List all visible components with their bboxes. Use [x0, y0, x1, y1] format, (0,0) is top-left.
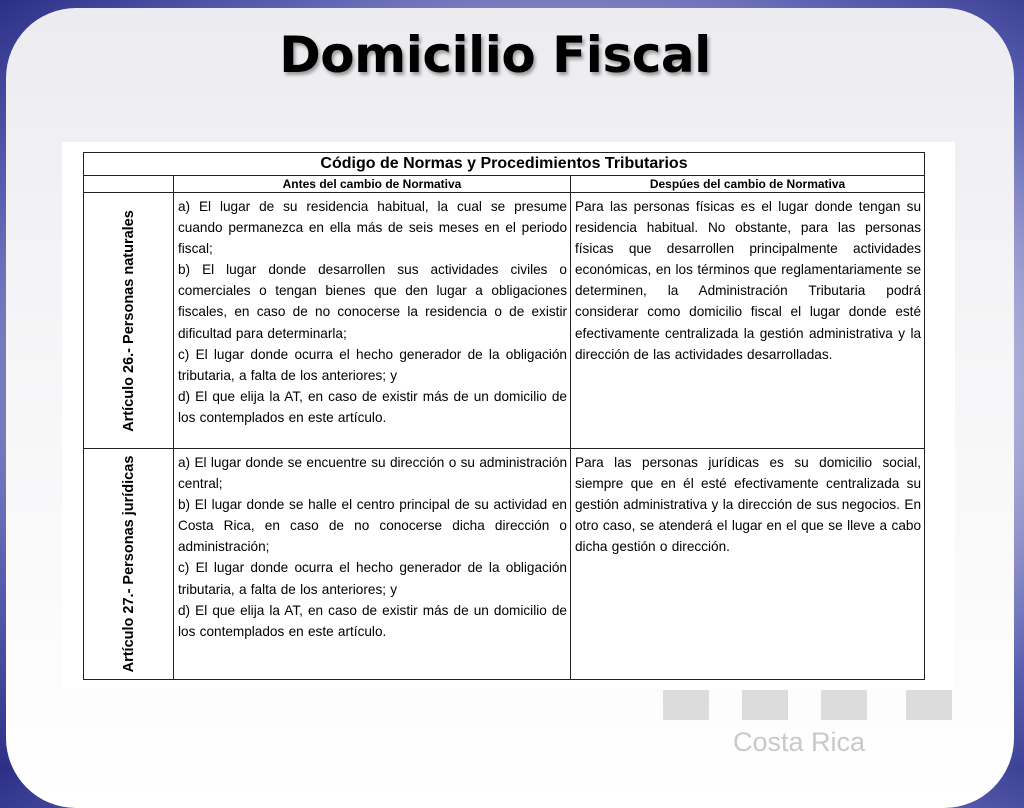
- before-item: a) El lugar donde se encuentre su dirección o su administración central;: [178, 455, 567, 492]
- table-image-frame: [62, 142, 955, 689]
- before-cell: [174, 193, 571, 449]
- decor-tile: [663, 690, 709, 720]
- slide-title: Domicilio Fiscal: [279, 26, 711, 84]
- after-cell: Para las personas jurídicas es su domicilio social, siempre que en él esté efectivamente centralizada su gestión administrativa y la dirección de sus negocios. En otro caso, se atenderá el lugar en el que se lleve a cabo dicha gestión o dirección.: [571, 449, 925, 680]
- before-item: d) El que elija la AT, en caso de existir más de un domicilio de los contemplados en este artículo.: [178, 388, 567, 425]
- decor-tile: [742, 690, 788, 720]
- article-label: Artículo 26.- Personas naturales: [120, 209, 137, 432]
- header-after: Despúes del cambio de Normativa: [571, 176, 925, 193]
- before-item: c) El lugar donde ocurra el hecho generador de la obligación tributaria, a falta de los anteriores; y: [178, 346, 567, 383]
- article-cell: [84, 193, 174, 449]
- before-item: b) El lugar donde desarrollen sus actividades civiles o comerciales o tengan bienes que den lugar a obligaciones fiscales, en caso de no conocerse la residencia o de existir dificultad para determinarla;: [178, 262, 567, 341]
- header-empty-cell: [84, 176, 174, 193]
- table-row: [84, 193, 925, 449]
- table-heading: Código de Normas y Procedimientos Tributarios: [84, 153, 925, 176]
- before-cell: [174, 449, 571, 680]
- decor-tile: [821, 690, 867, 720]
- article-cell: [84, 449, 174, 680]
- header-before: Antes del cambio de Normativa: [174, 176, 571, 193]
- norms-comparison-table: [83, 152, 925, 680]
- before-item: d) El que elija la AT, en caso de existir más de un domicilio de los contemplados en este artículo.: [178, 602, 567, 639]
- article-label: Artículo 27.- Personas jurídicas: [120, 455, 137, 673]
- table-row: [84, 449, 925, 680]
- before-item: b) El lugar donde se halle el centro principal de su actividad en Costa Rica, en caso de no conocerse dicha dirección o administración;: [178, 497, 567, 555]
- decor-tile: [906, 690, 952, 720]
- before-item: a) El lugar de su residencia habitual, la cual se presume cuando permanezca en ella más de seis meses en el periodo fiscal;: [178, 199, 567, 257]
- before-item: c) El lugar donde ocurra el hecho generador de la obligación tributaria, a falta de los anteriores; y: [178, 560, 567, 597]
- after-cell: Para las personas físicas es el lugar donde tengan su residencia habitual. No obstante, para las personas físicas que desarrollen principalmente actividades económicas, en los términos que reglamentariamente se determinen, la Administración Tributaria podrá considerar como domicilio fiscal el lugar donde esté efectivamente centralizada la gestión administrativa y la dirección de las actividades desarrolladas.: [571, 193, 925, 449]
- brand-watermark: Costa Rica: [733, 727, 866, 757]
